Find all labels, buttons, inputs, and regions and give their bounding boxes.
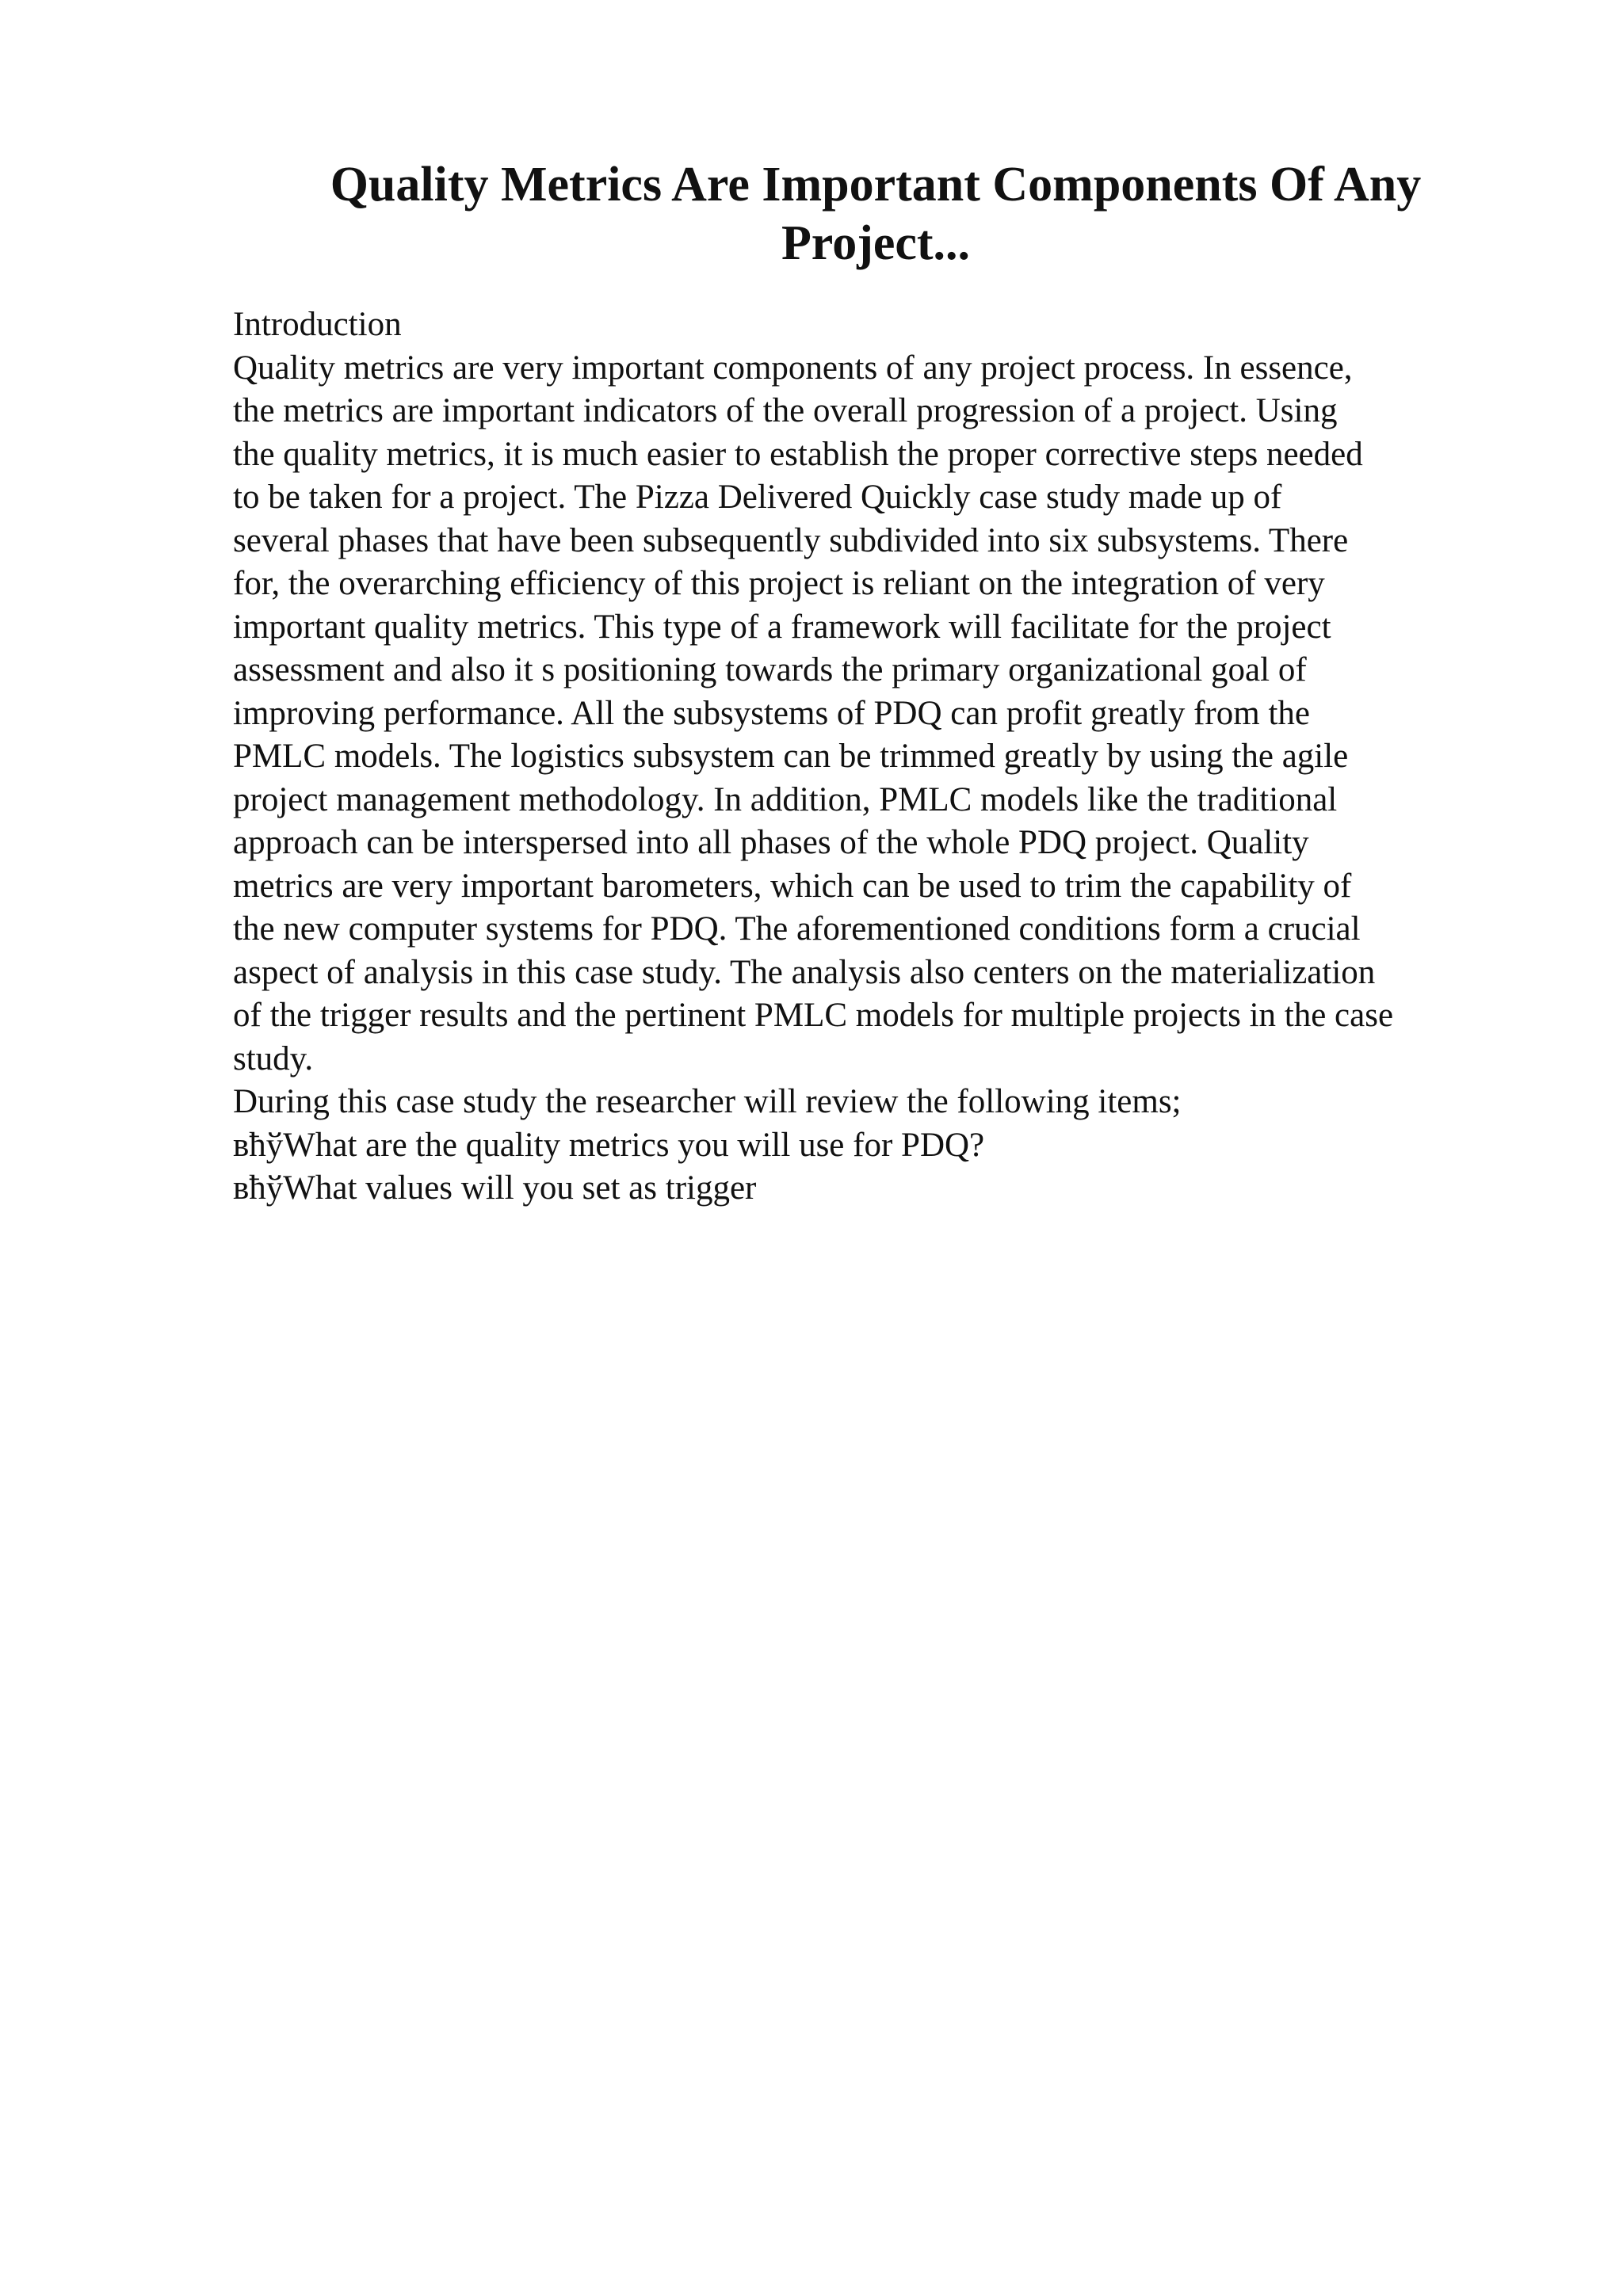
introduction-paragraph <box>233 347 1517 1081</box>
paragraph-line: several phases that have been subsequently subdivided into six subsystems. There <box>233 521 1349 559</box>
paragraph-line: aspect of analysis in this case study. The analysis also centers on the materialization <box>233 953 1376 991</box>
paragraph-line: to be taken for a project. The Pizza Delivered Quickly case study made up of <box>233 479 1282 516</box>
section-heading-introduction: Introduction <box>233 306 402 343</box>
paragraph-line: assessment and also it s positioning towards the primary organizational goal of <box>233 651 1307 688</box>
paragraph-line: metrics are very important barometers, which can be used to trim the capability of <box>233 867 1352 905</box>
paragraph-line: Quality metrics are very important components of any project process. In essence, <box>233 349 1353 387</box>
paragraph-line: project management methodology. In addition, PMLC models like the traditional <box>233 780 1338 818</box>
document-body <box>233 303 1517 1211</box>
review-item-list <box>233 1124 1517 1211</box>
paragraph-line: the metrics are important indicators of the overall progression of a project. Using <box>233 392 1338 429</box>
review-intro-text: During this case study the researcher will review the following items; <box>233 1083 1182 1120</box>
list-item: вħўWhat values will you set as trigger <box>233 1169 757 1207</box>
document-title: Quality Metrics Are Important Components Of Any Project... <box>330 158 1422 270</box>
paragraph-line: for, the overarching efficiency of this project is reliant on the integration of very <box>233 565 1325 602</box>
paragraph-line: improving performance. All the subsystems of PDQ can profit greatly from the <box>233 694 1310 732</box>
paragraph-line: the new computer systems for PDQ. The aforementioned conditions form a crucial <box>233 910 1361 948</box>
paragraph-line: of the trigger results and the pertinent PMLC models for multiple projects in the case <box>233 997 1394 1034</box>
list-item: вħўWhat are the quality metrics you will use for PDQ? <box>233 1126 985 1164</box>
paragraph-line: the quality metrics, it is much easier to establish the proper corrective steps needed <box>233 435 1363 473</box>
paragraph-line: approach can be interspersed into all phases of the whole PDQ project. Quality <box>233 824 1309 861</box>
paragraph-line: PMLC models. The logistics subsystem can be trimmed greatly by using the agile <box>233 738 1349 775</box>
paragraph-line: important quality metrics. This type of a framework will facilitate for the project <box>233 608 1331 646</box>
paragraph-line: study. <box>233 1039 314 1077</box>
